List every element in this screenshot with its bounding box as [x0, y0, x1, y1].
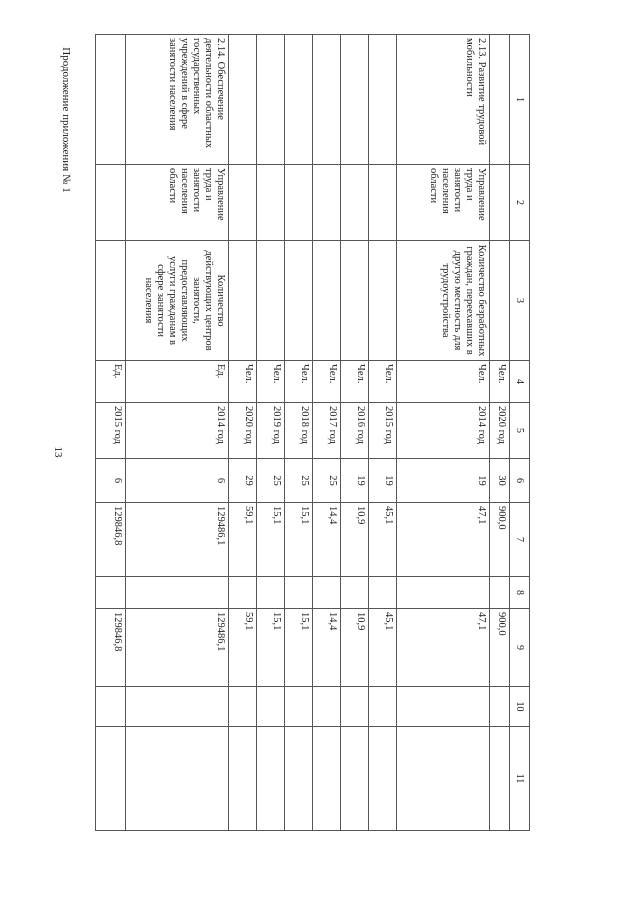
cell-year: 2015 год: [96, 403, 126, 459]
cell-col9: 900,0: [490, 609, 510, 687]
header-col-3: 3: [510, 241, 530, 361]
header-col-10: 10: [510, 687, 530, 727]
cell-name: [490, 35, 510, 165]
cell-col9: 45,1: [369, 609, 397, 687]
cell-total: 59,1: [229, 503, 257, 577]
table-row: [313, 35, 341, 831]
cell-col11: [257, 727, 285, 831]
cell-col11: [285, 727, 313, 831]
cell-col10: [313, 687, 341, 727]
cell-name: [285, 35, 313, 165]
cell-total: 15,1: [257, 503, 285, 577]
cell-col10: [341, 687, 369, 727]
cell-value: 19: [397, 459, 490, 503]
cell-col8: [341, 577, 369, 609]
table-row: [369, 35, 397, 831]
cell-col8: [397, 577, 490, 609]
cell-executor: Управление труда и занятости населения области: [126, 165, 229, 241]
cell-year: 2018 год: [285, 403, 313, 459]
table-row: [257, 35, 285, 831]
header-col-7: 7: [510, 503, 530, 577]
header-col-11: 11: [510, 727, 530, 831]
header-row: [510, 35, 530, 831]
cell-name: 2.13. Развитие трудовой мобильности: [397, 35, 490, 165]
table-row: [126, 35, 229, 831]
cell-indicator: Количество безработных граждан, переехавших в другую местность для трудоустройства: [397, 241, 490, 361]
cell-col10: [229, 687, 257, 727]
cell-col11: [229, 727, 257, 831]
cell-unit: Ед.: [126, 361, 229, 403]
cell-name: [341, 35, 369, 165]
cell-col11: [369, 727, 397, 831]
cell-name: [369, 35, 397, 165]
cell-year: 2020 год: [229, 403, 257, 459]
cell-value: 29: [229, 459, 257, 503]
cell-year: 2020 год: [490, 403, 510, 459]
cell-year: 2014 год: [397, 403, 490, 459]
header-col-4: 4: [510, 361, 530, 403]
cell-col11: [397, 727, 490, 831]
page-number: 13: [52, 446, 64, 458]
cell-year: 2015 год: [369, 403, 397, 459]
table-container: [112, 34, 530, 830]
cell-unit: Чел.: [313, 361, 341, 403]
cell-value: 6: [96, 459, 126, 503]
cell-executor: [369, 165, 397, 241]
table-row: [397, 35, 490, 831]
cell-total: 129846,8: [96, 503, 126, 577]
cell-col11: [96, 727, 126, 831]
cell-col11: [341, 727, 369, 831]
cell-value: 6: [126, 459, 229, 503]
header-col-9: 9: [510, 609, 530, 687]
cell-col9: 129846,8: [96, 609, 126, 687]
cell-col8: [126, 577, 229, 609]
cell-executor: [257, 165, 285, 241]
cell-col8: [229, 577, 257, 609]
cell-col9: 10,9: [341, 609, 369, 687]
cell-total: 45,1: [369, 503, 397, 577]
cell-year: 2016 год: [341, 403, 369, 459]
cell-col8: [313, 577, 341, 609]
cell-value: 19: [341, 459, 369, 503]
cell-col10: [126, 687, 229, 727]
cell-executor: [285, 165, 313, 241]
appendix-table: [95, 34, 530, 831]
cell-value: 19: [369, 459, 397, 503]
cell-unit: Чел.: [490, 361, 510, 403]
table-row: [229, 35, 257, 831]
cell-indicator: [96, 241, 126, 361]
cell-col8: [369, 577, 397, 609]
cell-unit: Чел.: [397, 361, 490, 403]
cell-col9: 47,1: [397, 609, 490, 687]
cell-col8: [257, 577, 285, 609]
cell-col9: 129486,1: [126, 609, 229, 687]
cell-col9: 15,1: [257, 609, 285, 687]
cell-col11: [313, 727, 341, 831]
cell-value: 25: [285, 459, 313, 503]
cell-executor: [490, 165, 510, 241]
cell-col8: [285, 577, 313, 609]
header-col-8: 8: [510, 577, 530, 609]
cell-unit: Чел.: [285, 361, 313, 403]
cell-indicator: [490, 241, 510, 361]
cell-col9: 14,4: [313, 609, 341, 687]
cell-name: [257, 35, 285, 165]
cell-indicator: [285, 241, 313, 361]
cell-unit: Чел.: [369, 361, 397, 403]
cell-col10: [369, 687, 397, 727]
cell-col11: [126, 727, 229, 831]
cell-indicator: [341, 241, 369, 361]
header-col-2: 2: [510, 165, 530, 241]
cell-name: [96, 35, 126, 165]
cell-executor: [96, 165, 126, 241]
cell-total: 47,1: [397, 503, 490, 577]
cell-indicator: [369, 241, 397, 361]
cell-name: [229, 35, 257, 165]
cell-year: 2014 год: [126, 403, 229, 459]
table-row: [285, 35, 313, 831]
cell-col10: [285, 687, 313, 727]
cell-executor: [313, 165, 341, 241]
header-col-6: 6: [510, 459, 530, 503]
cell-value: 25: [313, 459, 341, 503]
table-row: [341, 35, 369, 831]
cell-total: 129486,1: [126, 503, 229, 577]
cell-value: 25: [257, 459, 285, 503]
cell-executor: [229, 165, 257, 241]
cell-col11: [490, 727, 510, 831]
cell-name: [313, 35, 341, 165]
cell-total: 10,9: [341, 503, 369, 577]
cell-name: 2.14. Обеспечение деятельности областных государственных учреждений в сфере занятости населения: [126, 35, 229, 165]
cell-col10: [96, 687, 126, 727]
cell-total: 15,1: [285, 503, 313, 577]
cell-col8: [96, 577, 126, 609]
cell-year: 2019 год: [257, 403, 285, 459]
header-col-5: 5: [510, 403, 530, 459]
cell-col10: [257, 687, 285, 727]
cell-executor: Управление труда и занятости населения области: [397, 165, 490, 241]
cell-col8: [490, 577, 510, 609]
cell-col9: 15,1: [285, 609, 313, 687]
cell-indicator: [229, 241, 257, 361]
cell-value: 30: [490, 459, 510, 503]
cell-unit: Чел.: [229, 361, 257, 403]
table-row: [96, 35, 126, 831]
cell-col9: 59,1: [229, 609, 257, 687]
continuation-label: Продолжение приложения № 1: [60, 47, 72, 193]
cell-col10: [490, 687, 510, 727]
cell-unit: Чел.: [257, 361, 285, 403]
cell-total: 900,0: [490, 503, 510, 577]
cell-indicator: Количество действующих центров занятости, предоставляющих услуги гражданам в сфере занятости населения: [126, 241, 229, 361]
cell-total: 14,4: [313, 503, 341, 577]
cell-col10: [397, 687, 490, 727]
table-row: [490, 35, 510, 831]
cell-unit: Ед.: [96, 361, 126, 403]
cell-unit: Чел.: [341, 361, 369, 403]
cell-executor: [341, 165, 369, 241]
cell-indicator: [313, 241, 341, 361]
header-col-1: 1: [510, 35, 530, 165]
cell-indicator: [257, 241, 285, 361]
cell-year: 2017 год: [313, 403, 341, 459]
